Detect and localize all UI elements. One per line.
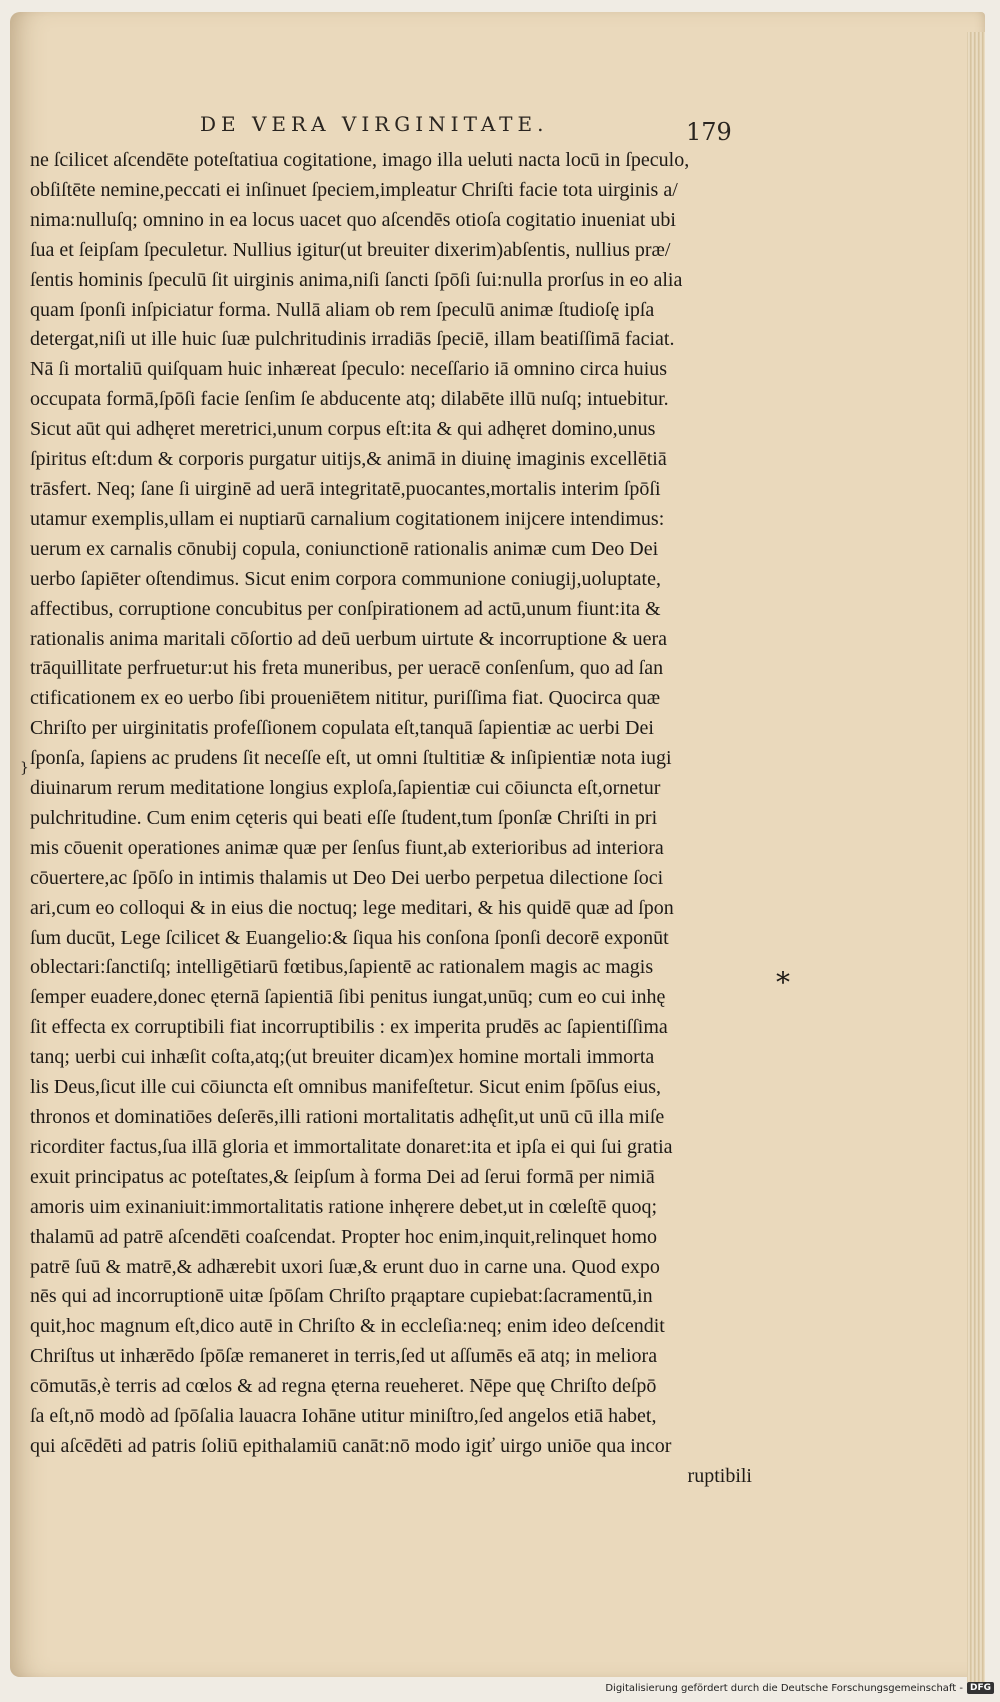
text-line: Chriſto per uirginitatis profeſſionem copulata eſt,tanquā ſapientiæ ac uerbi Dei: [30, 717, 654, 740]
text-line: ſa eſt,nō modò ad ſpōſalia lauacra Iohāne utitur miniſtro,ſed angelos etiā habet,: [30, 1405, 657, 1428]
text-line: nima:nulluſq; omnino in ea locus uacet quo aſcendēs otioſa cogitatio inueniat ubi: [30, 208, 676, 231]
text-line: ricorditer factus,ſua illā gloria et immortalitate donaret:ita et ipſa ei qui ſui gratia: [30, 1135, 673, 1158]
running-head: DE VERA VIRGINITATE.: [200, 112, 549, 136]
text-line: ari,cum eo colloqui & in eius die noctuq; lege meditari, & his quidē quæ ad ſpon: [30, 896, 674, 919]
text-line: quam ſponſi inſpiciatur forma. Nullā aliam ob rem ſpeculū animæ ſtudioſę ipſa: [30, 298, 655, 321]
text-line: uerum ex carnalis cōnubij copula, coniunctionē rationalis animæ cum Deo Dei: [30, 537, 659, 560]
text-line: oblectari:ſanctiſq; intelligētiarū fœtibus,ſapientē ac rationalem magis ac magis: [30, 956, 654, 979]
text-line: patrē ſuū & matrē,& adhærebit uxori ſuæ,& erunt duo in carne una. Quod expo: [30, 1255, 660, 1278]
text-line: trāquillitate perfruetur:ut his freta muneribus, per ueracē conſenſum, quo ad ſan: [30, 657, 664, 680]
text-line: exuit principatus ac poteſtates,& ſeipſum à forma Dei ad ſerui formā per nimiā: [30, 1165, 655, 1188]
text-line: amoris uim exinaniuit:immortalitatis ratione inhęrere debet,ut in cœleſtē quoq;: [30, 1195, 658, 1218]
page-fore-edge: [967, 32, 985, 1682]
body-text: [30, 146, 752, 1492]
text-line: detergat,niſi ut ille huic ſuæ pulchritudinis irradiās ſpeciē, illam beatiſſimā faciat.: [30, 328, 675, 351]
text-line: Sicut aūt qui adhęret meretrici,unum corpus eſt:ita & qui adhęret domino,unus: [30, 418, 656, 441]
text-line: affectibus, corruptione concubitus per conſpirationem ad actū,unum fiunt:ita &: [30, 597, 661, 620]
text-line: lis Deus,ſicut ille cui cōiuncta eſt omnibus manifeſtetur. Sicut enim ſpōſus eius,: [30, 1076, 662, 1099]
text-line: quit,hoc magnum eſt,dico autē in Chriſto & in eccleſia:neq; enim ideo deſcendit: [30, 1315, 665, 1338]
digitization-credit: [605, 1682, 994, 1694]
text-line: ſemper euadere,donec ęternā ſapientiā ſibi penitus iungat,unūq; cum eo cui inhę: [30, 986, 666, 1009]
text-line: diuinarum rerum meditatione longius exploſa,ſapientiæ cui cōiuncta eſt,ornetur: [30, 777, 661, 800]
text-line: pulchritudine. Cum enim cęteris qui beati eſſe ſtudent,tum ſponſæ Chriſti in pri: [30, 806, 658, 829]
text-line: ruptibili: [687, 1464, 752, 1487]
text-line: Nā ſi mortaliū quiſquam huic inhæreat ſpeculo: neceſſario iā omnino circa huius: [30, 358, 668, 381]
text-line: rationalis anima maritali cōſortio ad deū uerbum uirtute & incorruptione & uera: [30, 627, 668, 650]
text-line: ſum ducūt, Lege ſcilicet & Euangelio:& ſiqua his conſona ſponſi decorē exponūt: [30, 926, 669, 949]
text-line: ſit effecta ex corruptibili fiat incorruptibilis : ex imperita prudēs ac ſapientiſſima: [30, 1016, 668, 1039]
dfg-logo-icon: DFG: [967, 1682, 994, 1694]
text-line: ſua et ſeipſam ſpeculetur. Nullius igitur(ut breuiter dixerim)abſentis, nullius præ/: [30, 238, 671, 261]
text-line: ne ſcilicet aſcendēte poteſtatiua cogitatione, imago illa ueluti nacta locū in ſpeculo,: [30, 149, 690, 171]
text-line: ſpiritus eſt:dum & corporis purgatur uitijs,& animā in diuinę imaginis excellētiā: [30, 448, 667, 471]
text-line: thalamū ad patrē aſcendēti coaſcendat. Propter hoc enim,inquit,relinquet homo: [30, 1225, 658, 1248]
text-line: qui aſcēdēti ad patris ſoliū epithalamiū canāt:nō modo igiť uirgo uniōe qua incor: [30, 1434, 672, 1457]
text-line: uerbo ſapiēter oſtendimus. Sicut enim corpora communione coniugij,uoluptate,: [30, 567, 661, 590]
text-line: obſiſtēte nemine,peccati ei inſinuet ſpeciem,impleatur Chriſti facie tota uirginis a/: [30, 178, 678, 201]
text-line: Chriſtus ut inhærēdo ſpōſæ remaneret in terris,ſed ut aſſumēs eā atq; in meliora: [30, 1345, 658, 1368]
text-line: cōuertere,ac ſpōſo in intimis thalamis ut Deo Dei uerbo perpetua dilectione ſoci: [30, 866, 664, 889]
margin-asterisk: *: [776, 966, 790, 999]
text-line: ſentis hominis ſpeculū ſit uirginis anima,niſi ſancti ſpōſi ſui:nulla prorſus in eo alia: [30, 268, 683, 291]
text-line: ctificationem ex eo uerbo ſibi proueniētem nititur, puriſſima fiat. Quocirca quæ: [30, 687, 661, 710]
text-line: ſponſa, ſapiens ac prudens ſit neceſſe eſt, ut omni ſtultitiæ & inſipientiæ nota iugi: [30, 747, 672, 770]
margin-mark: }: [20, 760, 29, 776]
text-line: thronos et dominatiōes deſerēs,illi rationi mortalitatis adhęſit,ut unū cū illa miſe: [30, 1106, 665, 1128]
text-line: utamur exemplis,ullam ei nuptiarū carnalium cogitationem inijcere intendimus:: [30, 507, 665, 530]
text-line: mis cōuenit operationes animæ quæ per ſenſus fiunt,ab exterioribus ad interiora: [30, 836, 664, 859]
page-number: 179: [686, 118, 732, 146]
text-line: tanq; uerbi cui inhæſit coſta,atq;(ut breuiter dicam)ex homine mortali immorta: [30, 1046, 655, 1069]
text-line: nēs qui ad incorruptionē uitæ ſpōſam Chriſto prąaptare cupiebat:ſacramentū,in: [30, 1285, 653, 1308]
text-line: cōmutās,è terris ad cœlos & ad regna ęterna reueheret. Nēpe quę Chriſto deſpō: [30, 1375, 657, 1398]
text-line: trāsfert. Neq; ſane ſi uirginē ad uerā integritatē,puocantes,mortalis interim ſpōſi: [30, 477, 661, 500]
text-line: occupata formā,ſpōſi facie ſenſim ſe abducente atq; dilabēte illū nuſq; intuebitur.: [30, 388, 669, 411]
credit-text: Digitalisierung gefördert durch die Deutsche Forschungsgemeinschaft -: [605, 1682, 963, 1694]
